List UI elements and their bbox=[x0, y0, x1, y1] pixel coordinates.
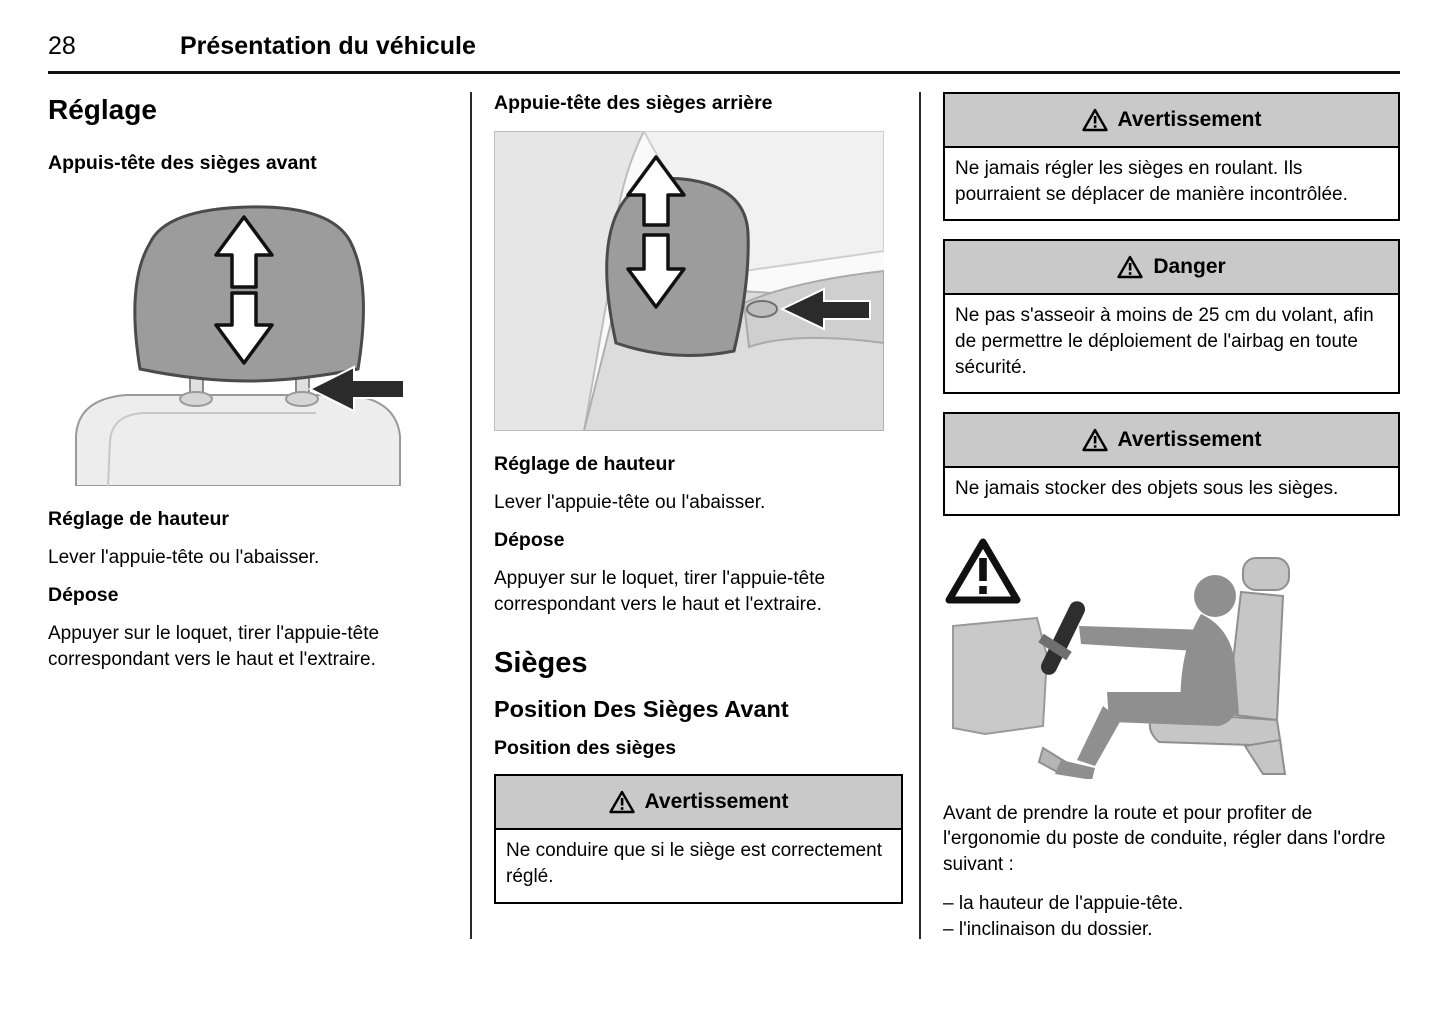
subheading-height-adjust: Réglage de hauteur bbox=[48, 508, 229, 530]
page-header bbox=[0, 0, 1445, 71]
warning-box-header bbox=[496, 776, 901, 830]
warning-box-seat-adjust bbox=[494, 774, 903, 903]
content-columns bbox=[0, 74, 1445, 979]
warning-icon bbox=[609, 790, 635, 814]
rear-headrest-drawing bbox=[494, 131, 884, 431]
warning-icon bbox=[1117, 255, 1143, 279]
paragraph-removal: Appuyer sur le loquet, tirer l'appuie-tête correspondant vers le haut et l'extraire. bbox=[48, 623, 380, 670]
danger-box-header bbox=[945, 241, 1398, 295]
page-title: Présentation du véhicule bbox=[180, 32, 476, 60]
subheading-seat-position: Position des sièges bbox=[494, 737, 677, 760]
rear-headrest-illustration bbox=[494, 131, 903, 431]
column-left bbox=[48, 90, 470, 979]
driving-position-illustration bbox=[943, 534, 1400, 779]
danger-body: Ne pas s'asseoir à moins de 25 cm du volant, afin de permettre le déploiement de l'airbag en toute sécurité. bbox=[955, 305, 1374, 378]
warning-box-no-adjust-driving bbox=[943, 92, 1400, 221]
warning-triangle-icon bbox=[949, 542, 1017, 600]
subheading-height-adjust: Réglage de hauteur bbox=[494, 453, 675, 475]
column-right bbox=[921, 90, 1400, 979]
list-item-backrest-incline: – l'inclinaison du dossier. bbox=[943, 918, 1153, 940]
section-heading-sieges: Sièges bbox=[494, 647, 588, 680]
warning-icon bbox=[1082, 428, 1108, 452]
warning-title: Avertissement bbox=[1117, 108, 1262, 131]
paragraph-removal: Appuyer sur le loquet, tirer l'appuie-tête correspondant vers le haut et l'extraire. bbox=[494, 568, 826, 615]
warning-box-header bbox=[945, 414, 1398, 468]
heading-front-seat-position: Position Des Sièges Avant bbox=[494, 696, 789, 723]
warning-body: Ne conduire que si le siège est correctement réglé. bbox=[506, 840, 882, 887]
page-number: 28 bbox=[48, 32, 76, 60]
danger-box-steering-distance bbox=[943, 239, 1400, 394]
subheading-front-headrests: Appuis-tête des sièges avant bbox=[48, 152, 317, 174]
warning-box-header bbox=[945, 94, 1398, 148]
subheading-rear-headrests: Appuie-tête des sièges arrière bbox=[494, 92, 773, 114]
paragraph-height-adjust: Lever l'appuie-tête ou l'abaisser. bbox=[494, 492, 766, 513]
warning-title: Avertissement bbox=[644, 790, 789, 814]
warning-title: Avertissement bbox=[1117, 428, 1262, 452]
danger-title: Danger bbox=[1153, 255, 1226, 279]
warning-body: Ne jamais régler les sièges en roulant. Ils pourraient se déplacer de manière incontrôlée. bbox=[955, 158, 1348, 205]
paragraph-height-adjust: Lever l'appuie-tête ou l'abaisser. bbox=[48, 547, 320, 568]
subheading-removal: Dépose bbox=[48, 584, 119, 607]
front-headrest-drawing bbox=[48, 191, 428, 486]
front-headrest-illustration bbox=[48, 191, 454, 486]
column-middle bbox=[472, 90, 919, 979]
list-item-headrest-height: – la hauteur de l'appuie-tête. bbox=[943, 893, 1184, 915]
warning-body: Ne jamais stocker des objets sous les sièges. bbox=[955, 478, 1339, 500]
warning-box-no-objects-under-seats bbox=[943, 412, 1400, 516]
subheading-removal: Dépose bbox=[494, 529, 565, 552]
paragraph-closing: Avant de prendre la route et pour profiter de l'ergonomie du poste de conduite, régler dans l'ordre suivant : bbox=[943, 802, 1386, 875]
driving-position-drawing bbox=[943, 534, 1383, 779]
warning-icon bbox=[1082, 108, 1108, 132]
section-heading-reglage: Réglage bbox=[48, 94, 157, 125]
